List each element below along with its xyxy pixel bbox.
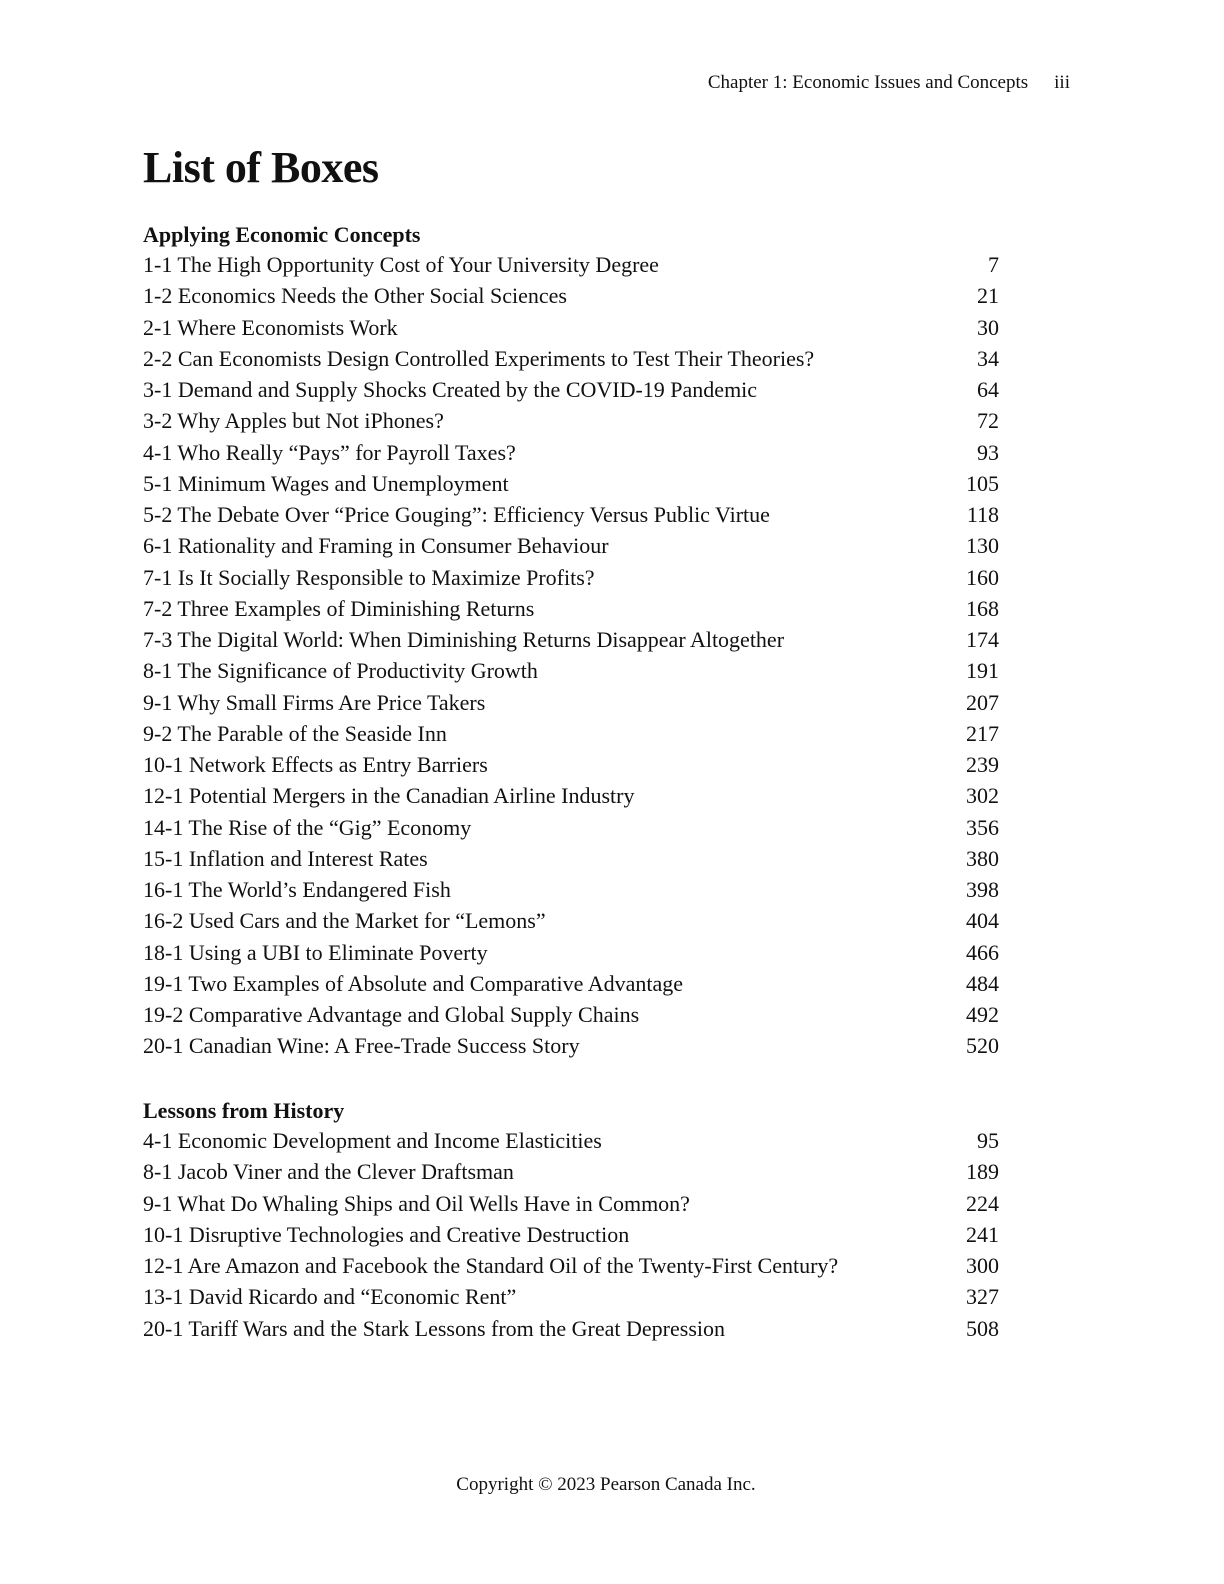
running-header: [708, 70, 1070, 96]
entry-title: 5-1 Minimum Wages and Unemployment: [143, 470, 509, 496]
list-item: [143, 343, 999, 374]
list-item: [143, 999, 999, 1030]
entry-page-number: 64: [977, 377, 999, 402]
list-item: [143, 655, 999, 686]
entry-page-number: 207: [966, 689, 999, 715]
entry-title: 10-1 Disruptive Technologies and Creative Destruction: [143, 1221, 630, 1247]
list-item: [143, 937, 999, 968]
list-item: [143, 905, 999, 936]
entry-title: 9-1 Why Small Firms Are Price Takers: [143, 689, 486, 715]
entry-page-number: 300: [966, 1253, 999, 1278]
entry-page-number: 189: [966, 1159, 999, 1185]
entry-title: 7-2 Three Examples of Diminishing Returns: [143, 595, 535, 621]
entry-title: 1-2 Economics Needs the Other Social Sciences: [143, 283, 567, 309]
entry-title: 20-1 Tariff Wars and the Stark Lessons from the Great Depression: [143, 1315, 725, 1341]
list-item: [143, 1281, 999, 1312]
list-item: [143, 780, 999, 811]
page-title: List of Boxes: [143, 143, 379, 192]
entry-page-number: 168: [966, 595, 999, 621]
list-item: [143, 812, 999, 843]
page-number: iii: [1054, 72, 1070, 93]
list-item: [143, 437, 999, 468]
entry-title: 12-1 Potential Mergers in the Canadian Airline Industry: [143, 783, 635, 809]
entry-page-number: 160: [966, 564, 999, 590]
entry-page-number: 217: [966, 720, 999, 746]
entry-page-number: 356: [966, 814, 999, 840]
entry-page-number: 93: [977, 439, 999, 465]
entry-title: 9-2 The Parable of the Seaside Inn: [143, 720, 447, 746]
entry-list: [143, 1125, 999, 1344]
list-item: [143, 1188, 999, 1219]
entry-title: 12-1 Are Amazon and Facebook the Standard Oil of the Twenty-First Century?: [143, 1253, 839, 1278]
entry-page-number: 404: [966, 908, 999, 934]
chapter-title: Chapter 1: Economic Issues and Concepts: [707, 72, 1029, 93]
section-applying-economic-concepts: [143, 220, 999, 1062]
copyright-footer: Copyright © 2023 Pearson Canada Inc.: [456, 1474, 756, 1495]
entry-page-number: 327: [966, 1284, 999, 1310]
entry-title: 2-1 Where Economists Work: [143, 314, 398, 340]
list-item: [143, 1125, 999, 1156]
list-item: [143, 1250, 999, 1281]
entry-page-number: 118: [966, 502, 999, 527]
section-heading: Lessons from History: [143, 1098, 345, 1123]
entry-page-number: 34: [977, 345, 999, 371]
entry-title: 10-1 Network Effects as Entry Barriers: [143, 752, 488, 777]
list-item: [143, 468, 999, 499]
entry-page-number: 72: [977, 408, 999, 434]
entry-page-number: 191: [966, 658, 999, 684]
entry-title: 16-2 Used Cars and the Market for “Lemons”: [143, 908, 546, 934]
entry-page-number: 241: [966, 1221, 999, 1247]
entry-title: 8-1 Jacob Viner and the Clever Draftsman: [143, 1159, 514, 1185]
entry-page-number: 224: [966, 1190, 999, 1216]
section-heading: Applying Economic Concepts: [143, 222, 421, 247]
entry-title: 19-2 Comparative Advantage and Global Supply Chains: [143, 1002, 640, 1027]
entry-page-number: 95: [977, 1128, 999, 1153]
list-item: [143, 624, 999, 655]
entry-page-number: 380: [966, 845, 999, 871]
list-item: [143, 1156, 999, 1187]
section-lessons-from-history: [143, 1096, 999, 1344]
entry-title: 9-1 What Do Whaling Ships and Oil Wells Have in Common?: [143, 1190, 690, 1216]
entry-list: [143, 249, 999, 1062]
list-item: [143, 312, 999, 343]
entry-page-number: 508: [966, 1315, 999, 1341]
list-item: [143, 718, 999, 749]
list-item: [143, 843, 999, 874]
list-item: [143, 499, 999, 530]
entry-title: 3-2 Why Apples but Not iPhones?: [143, 408, 444, 434]
entry-title: 18-1 Using a UBI to Eliminate Poverty: [143, 939, 488, 965]
entry-title: 4-1 Who Really “Pays” for Payroll Taxes?: [143, 439, 516, 465]
entry-title: 5-2 The Debate Over “Price Gouging”: Efficiency Versus Public Virtue: [143, 502, 770, 527]
entry-title: 1-1 The High Opportunity Cost of Your University Degree: [143, 252, 659, 277]
entry-page-number: 398: [966, 877, 999, 902]
entry-page-number: 105: [966, 470, 999, 496]
entry-page-number: 466: [966, 939, 999, 965]
entry-page-number: 7: [988, 252, 999, 277]
entry-title: 7-3 The Digital World: When Diminishing Returns Disappear Altogether: [143, 627, 785, 652]
entry-page-number: 21: [977, 283, 999, 309]
entry-page-number: 130: [966, 533, 999, 559]
entry-page-number: 520: [966, 1033, 999, 1059]
list-item: [143, 968, 999, 999]
entry-title: 6-1 Rationality and Framing in Consumer Behaviour: [143, 533, 609, 559]
list-item: [143, 562, 999, 593]
entry-page-number: 30: [977, 314, 999, 340]
entry-title: 3-1 Demand and Supply Shocks Created by the COVID-19 Pandemic: [143, 377, 758, 402]
entry-title: 8-1 The Significance of Productivity Growth: [143, 658, 538, 684]
list-item: [143, 249, 999, 280]
entry-page-number: 239: [966, 752, 999, 777]
list-item: [143, 687, 999, 718]
list-item: [143, 1030, 999, 1061]
entry-title: 2-2 Can Economists Design Controlled Experiments to Test Their Theories?: [143, 345, 815, 371]
list-item: [143, 593, 999, 624]
list-item: [143, 530, 999, 561]
entry-title: 16-1 The World’s Endangered Fish: [143, 877, 451, 902]
entry-page-number: 484: [966, 970, 999, 996]
entry-title: 15-1 Inflation and Interest Rates: [143, 845, 428, 871]
list-item: [143, 749, 999, 780]
entry-title: 19-1 Two Examples of Absolute and Comparative Advantage: [143, 970, 683, 996]
list-item: [143, 874, 999, 905]
entry-page-number: 302: [966, 783, 999, 809]
list-item: [143, 280, 999, 311]
entry-page-number: 492: [966, 1002, 999, 1027]
entry-title: 14-1 The Rise of the “Gig” Economy: [143, 814, 472, 840]
entry-title: 7-1 Is It Socially Responsible to Maximize Profits?: [143, 564, 595, 590]
list-item: [143, 405, 999, 436]
entry-page-number: 174: [966, 627, 999, 652]
list-item: [143, 374, 999, 405]
entry-title: 4-1 Economic Development and Income Elasticities: [143, 1128, 602, 1153]
entry-title: 20-1 Canadian Wine: A Free-Trade Success Story: [143, 1033, 580, 1059]
entry-title: 13-1 David Ricardo and “Economic Rent”: [143, 1284, 517, 1310]
list-item: [143, 1219, 999, 1250]
list-item: [143, 1313, 999, 1344]
